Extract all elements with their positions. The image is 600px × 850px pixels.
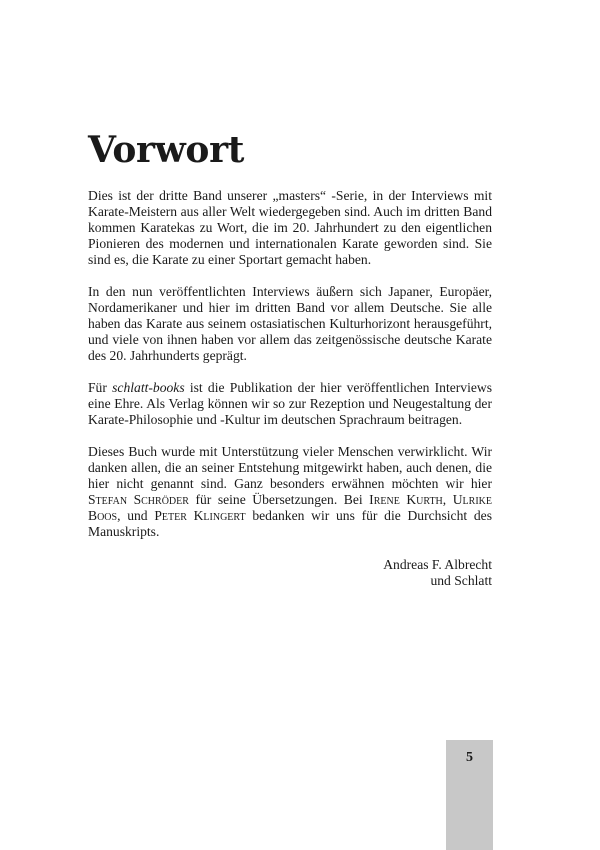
page-number-tab xyxy=(446,740,493,850)
ack-name-reviewer-2: Ulrike Boos xyxy=(88,492,492,523)
publisher-name: schlatt-books xyxy=(112,380,185,395)
ack-text-1: Dieses Buch wurde mit Unterstützung vieler Menschen verwirklicht. Wir danken allen, die an seiner Entstehung mitgewirkt haben, auch denen, die hier nicht genannt sind. Ganz besonders erwähnen möchten wir hier xyxy=(88,444,492,491)
ack-name-reviewer-3: Peter Klingert xyxy=(154,508,246,523)
foreword-body xyxy=(88,188,492,556)
signature-block xyxy=(383,557,492,589)
page-title: Vorwort xyxy=(88,129,245,171)
signature-line-1: Andreas F. Albrecht xyxy=(383,557,492,572)
ack-text-4: , und xyxy=(117,508,155,523)
signature-line-2: und Schlatt xyxy=(430,573,492,588)
ack-text-2: für seine Übersetzungen. Bei xyxy=(188,492,370,507)
paragraph-interviewees: In den nun veröffentlichten Interviews äußern sich Japaner, Europäer, Nordamerikaner und hier im dritten Band vor allem Deutsche. Sie alle haben das Karate aus seinem ostasiatischen Kulturhorizont herausgeführt, und viele von ihnen haben vor allem das zeitgenössische deutsche Karate des 20. Jahrhunderts geprägt. xyxy=(88,284,492,363)
page-number: 5 xyxy=(466,750,473,765)
paragraph-publisher-rest: ist die Publikation der hier veröffentlichen Interviews eine Ehre. Als Verlag können wir so zur Rezeption und Neugestaltung der Karate-Philosophie und -Kultur im deutschen Sprachraum beitragen. xyxy=(88,380,492,427)
ack-name-translator: Stefan Schröder xyxy=(88,492,189,507)
ack-name-reviewer-1: Irene Kurth xyxy=(369,492,443,507)
paragraph-publisher xyxy=(88,380,492,428)
paragraph-intro: Dies ist der dritte Band unserer „masters“ -Serie, in der Interviews mit Karate-Meistern aus aller Welt wiedergegeben sind. Auch im dritten Band kommen Karatekas zu Wort, die im 20. Jahrhundert zu den eigentlichen Pionieren des modernen und internationalen Karate geworden sind. Sie sind es, die Karate zu einer Sportart gemacht haben. xyxy=(88,188,492,267)
ack-text-3: , xyxy=(442,492,453,507)
paragraph-acknowledgements xyxy=(88,444,492,540)
ack-text-5: bedanken wir uns für die Durchsicht des Manuskripts. xyxy=(88,508,492,539)
paragraph-publisher-prefix: Für xyxy=(88,380,113,395)
